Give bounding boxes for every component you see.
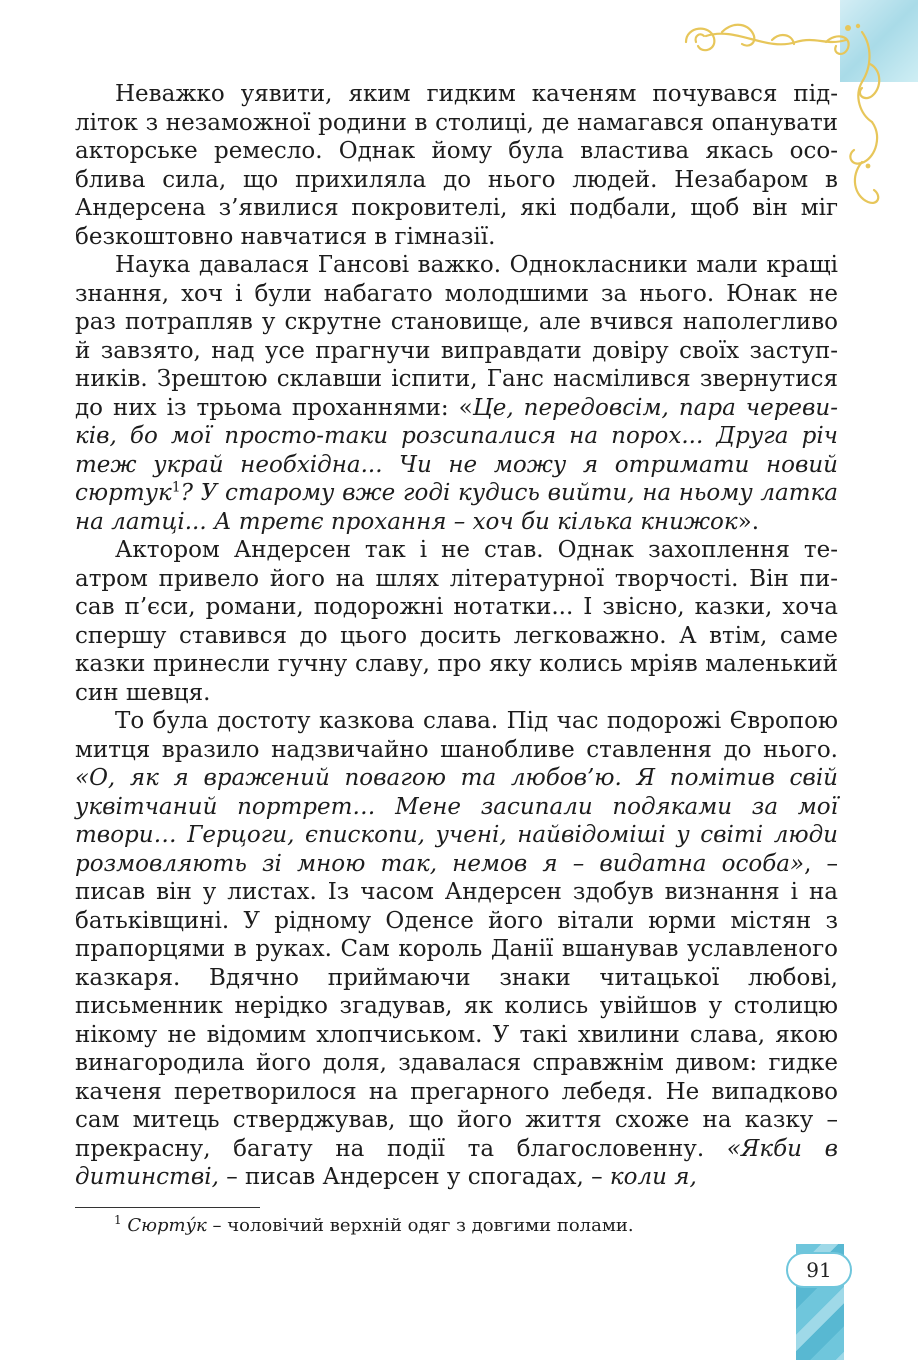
quote: коли я, bbox=[609, 1164, 697, 1190]
body-text bbox=[75, 80, 838, 1192]
paragraph: Актором Андерсен так і не став. Однак захоплення театром привело його на шлях літературної творчості. Він писав п’єси, романи, подорожні нотатки... І звісно, казки, хоча спершу ставився до цього досить легковажно. А втім, саме казки принесли гучну славу, про яку колись мріяв маленький син шевця. bbox=[75, 537, 838, 706]
footnote-divider bbox=[75, 1207, 260, 1208]
quote: «О, як я вражений повагою та любов’ю. Я помітив свій уквітчаний портрет… Мене засипали подяками за мої твори… Герцоги, єпископи, учені, найвідоміші у світі люди розмовляють зі мною так, немов я – видатна особа» bbox=[75, 765, 838, 877]
footnote bbox=[114, 1214, 814, 1238]
footnote-ref: 1 bbox=[171, 479, 181, 496]
quote: Це, передовсім, пара черевиків, бо мої просто-таки розсипалися на порох... Друга річ теж украй необхідна... Чи не можу я отримати новий сюртук bbox=[75, 394, 839, 506]
footnote-definition: – чоловічий верхній одяг з довгими полами. bbox=[206, 1215, 634, 1236]
quote: ? У старому вже годі кудись вийти, на ньому латка на латці... А третє прохання – хоч би кілька книжок bbox=[75, 480, 838, 535]
quote: «Якби в дитинстві, bbox=[75, 1135, 838, 1190]
paragraph: То була достоту казкова слава. Під час подорожі Європою митця вразило надзвичайно шанобливе ставлення до нього. «О, як я вражений повагою та любов’ю. Я помітив свій уквітчаний портрет… Мене засипали подяками за мої твори… Герцоги, єпископи, учені, найвідоміші у світі люди розмовляють зі мною так, немов я – видатна особа», – писав він у листах. Із часом Андерсен здобув визнання і на батьківщині. У рідному Оденсе його вітали юрми містян з прапорцями в руках. Сам король Данії вшанував уславленого казкаря. Вдячно приймаючи знаки читацької любові, письменник нерідко згадував, як колись увійшов у столицю нікому не відомим хлопчиськом. У такі хвилини слава, якою винагородила його доля, здавалася справжнім дивом: гидке каченя перетворилося на прегарного лебедя. Не випадково сам митець стверджував, що його життя схоже на казку – прекрасну, багату на події та благословенну. «Якби в дитинстві, – писав Андерсен у спогадах, – коли я, bbox=[75, 708, 839, 1190]
paragraph: Неважко уявити, яким гидким каченям почувався підліток з незаможної родини в столиці, де намагався опанувати акторське ремесло. Однак йому була властива якась особлива сила, що прихиляла до нього людей. Незабаром в Андерсена з’явилися покровителі, які подбали, щоб він міг безкоштовно навчатися в гімназії. bbox=[75, 81, 838, 250]
footnote-term: Сюрту́к bbox=[127, 1215, 207, 1236]
page-number: 91 bbox=[786, 1252, 852, 1288]
paragraph: Наука давалася Гансові важко. Однокласники мали кращі знання, хоч і були набагато молодшими за нього. Юнак не раз потрапляв у скрутне становище, але вчився наполегливо й завзято, над усе прагнучи виправдати довіру своїх заступників. Зрештою склавши іспити, Ганс насмілився звернутися до них із трьома проханнями: «Це, передовсім, пара черевиків, бо мої просто-таки розсипалися на порох... Друга річ теж украй необхідна... Чи не можу я отримати новий сюртук$^1$? У старому вже годі кудись вийти, на ньому латка на латці... А третє прохання – хоч би кілька книжок». bbox=[75, 252, 839, 535]
footnote-marker: 1 bbox=[114, 1213, 122, 1227]
